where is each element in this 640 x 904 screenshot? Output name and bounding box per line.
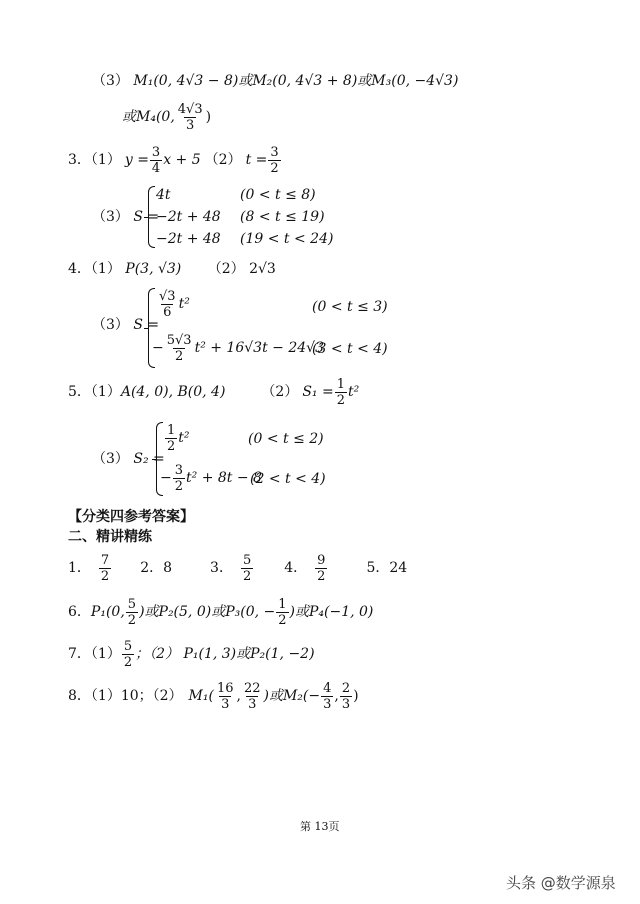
numerator: 5√3 <box>166 332 192 348</box>
numerator: 5 <box>242 552 252 568</box>
numerator: 1 <box>336 376 345 392</box>
answer-text: )或P₂(5, 0)或P₃(0, − <box>139 604 276 620</box>
equation: y = <box>124 152 149 168</box>
denominator: 2 <box>123 654 133 670</box>
question-label: 6． <box>68 604 91 620</box>
case-expr: t² + 16√3t − 24√3 <box>194 340 324 356</box>
answer-text: )或M₂(− <box>263 688 321 704</box>
part-label: （3） <box>92 73 129 89</box>
denominator: 2 <box>127 612 137 628</box>
q5-case1 <box>164 420 190 456</box>
q4-case2 <box>152 330 324 366</box>
answer-text: 或M₄(0, <box>122 109 175 125</box>
fraction <box>150 145 162 176</box>
case-expr: t² <box>178 296 190 312</box>
q5-line1 <box>68 374 359 410</box>
part-label: （3） <box>92 451 129 467</box>
case-expr: 4t <box>156 187 171 203</box>
sign: − <box>152 340 164 356</box>
numerator: √3 <box>159 288 176 304</box>
answer-text: P₁(0, <box>90 604 125 620</box>
numerator: 4√3 <box>177 101 203 117</box>
fraction <box>321 681 333 712</box>
fraction <box>268 145 280 176</box>
question-label: 4． <box>284 560 308 576</box>
answer-text: )或P₄(−1, 0) <box>289 604 374 620</box>
fraction <box>315 553 327 584</box>
numerator: 3 <box>174 462 184 478</box>
case-expr: −2t + 48 <box>156 209 221 225</box>
question-label: 5．24 <box>366 560 408 576</box>
watermark: 头条 @数学源泉 <box>506 874 616 892</box>
answer-text: M₁( <box>188 688 214 704</box>
equation: x + 5 <box>163 152 201 168</box>
fraction <box>122 639 134 670</box>
part-label: （2） <box>261 384 299 400</box>
denominator: 2 <box>317 568 326 584</box>
fraction <box>157 289 178 320</box>
numerator: 7 <box>100 552 110 568</box>
piecewise-label: S₂ = <box>133 451 165 467</box>
fraction <box>165 423 177 454</box>
denominator: 6 <box>163 304 172 320</box>
answer-2-3 <box>92 72 458 90</box>
numerator: 3 <box>270 144 279 160</box>
numerator: 16 <box>216 680 234 696</box>
equation: S₁ = <box>302 384 334 400</box>
denominator: 3 <box>186 117 195 133</box>
case-expr: −2t + 48 <box>156 231 221 247</box>
question-label: 1． <box>68 560 91 576</box>
numerator: 1 <box>167 422 176 438</box>
case-cond: (0 < t ≤ 3) <box>312 299 388 315</box>
case-expr: t² <box>178 430 190 446</box>
piecewise-label: S = <box>133 317 160 333</box>
numerator: 4 <box>323 680 332 696</box>
denominator: 2 <box>242 568 252 584</box>
part-label: （3） <box>92 317 129 333</box>
fraction <box>215 681 236 712</box>
answer-text: ) <box>353 688 359 704</box>
case-cond: (2 < t < 4) <box>250 471 326 487</box>
answer-text: 2√3 <box>249 261 276 277</box>
numerator: 5 <box>127 596 137 612</box>
case-cond: (3 < t < 4) <box>312 341 388 357</box>
denominator: 2 <box>174 478 184 494</box>
denominator: 2 <box>175 348 184 364</box>
answer-text: ) <box>205 109 212 125</box>
part-label: （2） <box>204 152 242 168</box>
case-expr: t² + 8t − 8 <box>186 470 262 486</box>
equation: t² <box>348 384 360 400</box>
fraction <box>241 553 253 584</box>
numerator: 1 <box>278 596 287 612</box>
answer-text: M₁(0, 4√3 − 8)或M₂(0, 4√3 + 8)或M₃(0, −4√3) <box>133 73 459 89</box>
fraction <box>126 597 138 628</box>
question-label: 7．（1） <box>68 646 121 662</box>
numerator: 5 <box>123 638 133 654</box>
answer-8: 8．（1）10；（2） M₁( $\frac{16}{3}$ , $\frac{22}{3}$ )或M₂(− $\frac{4}{3}$ , $\frac{2}{3}$ ) <box>68 680 359 712</box>
numerator: 2 <box>341 680 351 696</box>
question-label: 8．（1）10；（2） <box>68 688 183 704</box>
denominator: 3 <box>221 696 230 712</box>
piecewise-label: S = <box>133 209 160 225</box>
page-number: 第 13页 <box>300 820 340 833</box>
question-label: 5．（1） <box>68 384 121 400</box>
answer-2-3-cont <box>122 100 211 134</box>
denominator: 2 <box>167 438 176 454</box>
denominator: 3 <box>341 696 351 712</box>
question-label: 4．（1） <box>68 261 121 277</box>
numerator: 9 <box>317 552 326 568</box>
question-label: 3． <box>210 560 233 576</box>
answer-7 <box>68 634 315 674</box>
fraction <box>173 463 185 494</box>
answer-text: P(3, √3) <box>125 261 182 277</box>
case-cond: (0 < t ≤ 8) <box>240 187 316 203</box>
q4-case1 <box>156 286 190 322</box>
denominator: 2 <box>100 568 110 584</box>
denominator: 2 <box>270 160 279 176</box>
q3-line1 <box>68 143 282 177</box>
answers-row-1 <box>68 548 407 588</box>
fraction <box>242 681 263 712</box>
case-cond: (0 < t ≤ 2) <box>248 431 324 447</box>
answer-text: ；（2） P₁(1, 3)或P₂(1, −2) <box>135 646 315 662</box>
denominator: 2 <box>278 612 287 628</box>
numerator: 22 <box>243 680 261 696</box>
part-label: （3） <box>92 209 129 225</box>
answer-text: A(4, 0), B(0, 4) <box>120 384 226 400</box>
equation: t = <box>245 152 268 168</box>
question-label: 3．（1） <box>68 152 121 168</box>
section-subtitle: 二、精讲精练 <box>68 529 152 545</box>
q4-line1 <box>68 260 276 278</box>
denominator: 3 <box>248 696 257 712</box>
case-cond: (19 < t < 24) <box>240 231 334 247</box>
fraction <box>340 681 352 712</box>
q5-case2 <box>160 460 262 496</box>
answer-6 <box>68 592 373 632</box>
question-label: 2．8 <box>140 560 173 576</box>
denominator: 4 <box>151 160 161 176</box>
denominator: 3 <box>323 696 332 712</box>
piecewise-brace <box>148 186 155 248</box>
sign: − <box>160 470 172 486</box>
fraction <box>165 333 194 364</box>
fraction <box>176 102 205 133</box>
section-title: 【分类四参考答案】 <box>68 509 194 525</box>
numerator: 3 <box>151 144 161 160</box>
fraction <box>276 597 288 628</box>
denominator: 2 <box>336 392 345 408</box>
case-cond: (8 < t ≤ 19) <box>240 209 325 225</box>
fraction <box>99 553 111 584</box>
fraction <box>335 377 347 408</box>
part-label: （2） <box>207 261 245 277</box>
